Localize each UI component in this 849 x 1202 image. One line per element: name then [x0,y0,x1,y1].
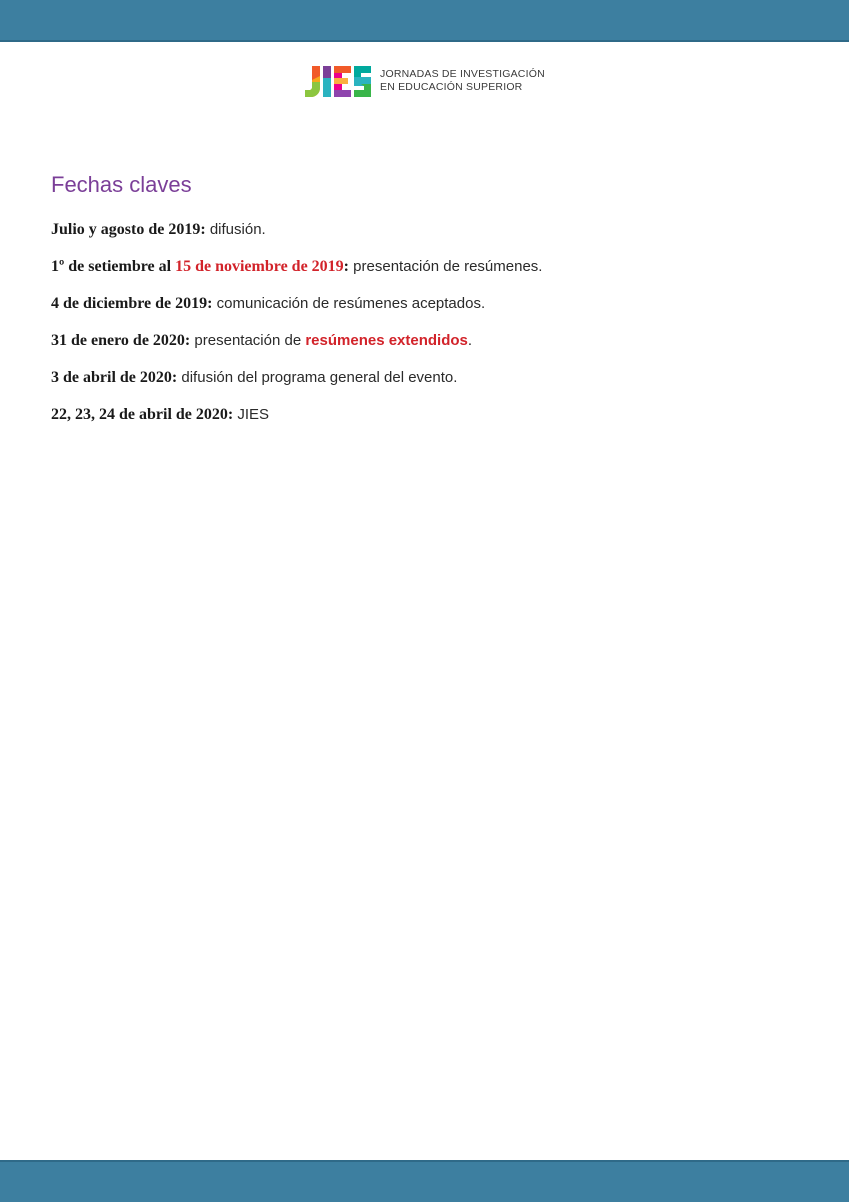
date-label: 1º de setiembre al [51,258,176,275]
jies-logo [302,64,545,98]
list-item [51,368,811,405]
date-label: 22, 23, 24 de abril de 2020: [51,406,234,423]
date-label: 31 de enero de 2020: [51,332,191,349]
list-item [51,220,811,257]
date-text: comunicación de resúmenes aceptados. [212,295,486,312]
date-text: JIES [233,406,270,423]
date-text-end: . [467,332,473,349]
jies-logo-mark [302,64,374,98]
date-label-highlight: 15 de noviembre de 2019 [175,258,344,275]
top-band [0,0,849,42]
list-item [51,294,811,331]
section-title: Fechas claves [51,172,192,197]
date-text: difusión del programa general del evento. [177,369,458,386]
logo-line-1: JORNADAS DE INVESTIGACIÓN [380,68,545,80]
date-text: presentación de resúmenes. [349,258,543,275]
list-item [51,257,811,294]
date-label: 3 de abril de 2020: [51,369,178,386]
bottom-band [0,1160,849,1202]
date-label-colon: : [343,258,349,275]
jies-logo-graphic [302,64,374,98]
date-text: difusión. [205,221,266,238]
date-label: 4 de diciembre de 2019: [51,295,213,312]
date-label: Julio y agosto de 2019: [51,221,206,238]
logo-text [380,68,545,94]
logo-line-2: EN EDUCACIÓN SUPERIOR [380,81,523,93]
date-text-highlight: resúmenes extendidos [305,332,468,349]
key-dates-list [51,220,811,442]
list-item [51,405,811,442]
list-item [51,331,811,368]
date-text: presentación de [190,332,306,349]
